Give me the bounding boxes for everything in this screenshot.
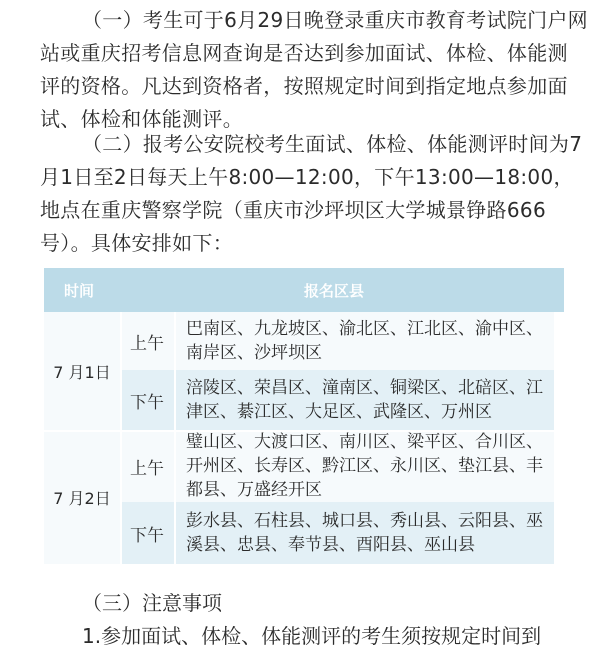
date-cell: 7 月1日: [44, 312, 120, 430]
section-notes-title: （三）注意事项: [82, 591, 222, 615]
table-divider: [174, 312, 176, 564]
areas-text: 巴南区、九龙坡区、渝北区、江北区、渝中区、南岸区、沙坪坝区: [186, 319, 543, 363]
table-divider: [44, 430, 564, 432]
areas-cell: [174, 502, 554, 564]
paragraph-schedule: （二）报考公安院校考生面试、体检、体能测评时间为7月1日至2日每天上午8:00—12:00，下午13:00—18:00，地点在重庆警察学院（重庆市沙坪坝区大学城景铮路666号）。具体安排如下：: [40, 132, 583, 255]
table-row-day2: [44, 430, 564, 564]
table-divider: [120, 312, 122, 564]
areas-text: 涪陵区、荣昌区、潼南区、铜梁区、北碚区、江津区、綦江区、大足区、武隆区、万州区: [186, 378, 543, 422]
date-cell: 7 月2日: [44, 430, 120, 564]
areas-cell: [174, 430, 554, 502]
table-row-day1: [44, 312, 564, 430]
slot-afternoon: 下午: [120, 502, 174, 564]
areas-text: 璧山区、大渡口区、南川区、梁平区、合川区、开州区、长寿区、黔江区、永川区、垫江县、丰都县、万盛经开区: [186, 432, 543, 500]
header-area: 报名区县: [304, 281, 365, 300]
slot-morning: 上午: [120, 312, 174, 370]
paragraph-qualification: （一）考生可于6月29日晚登录重庆市教育考试院门户网站或重庆招考信息网查询是否达到参加面试、体检、体能测评的资格。凡达到资格者，按照规定时间到指定地点参加面试、体检和体能测评。: [40, 8, 588, 131]
header-time: 时间: [64, 281, 95, 300]
notes-item-1: 1.参加面试、体检、体能测评的考生须按规定时间到: [82, 624, 542, 648]
areas-cell: [174, 370, 554, 430]
areas-text: 彭水县、石柱县、城口县、秀山县、云阳县、巫溪县、忠县、奉节县、酉阳县、巫山县: [186, 511, 543, 555]
slot-afternoon: 下午: [120, 370, 174, 430]
table-header: [44, 268, 564, 312]
areas-cell: [174, 312, 554, 370]
slot-morning: 上午: [120, 430, 174, 502]
